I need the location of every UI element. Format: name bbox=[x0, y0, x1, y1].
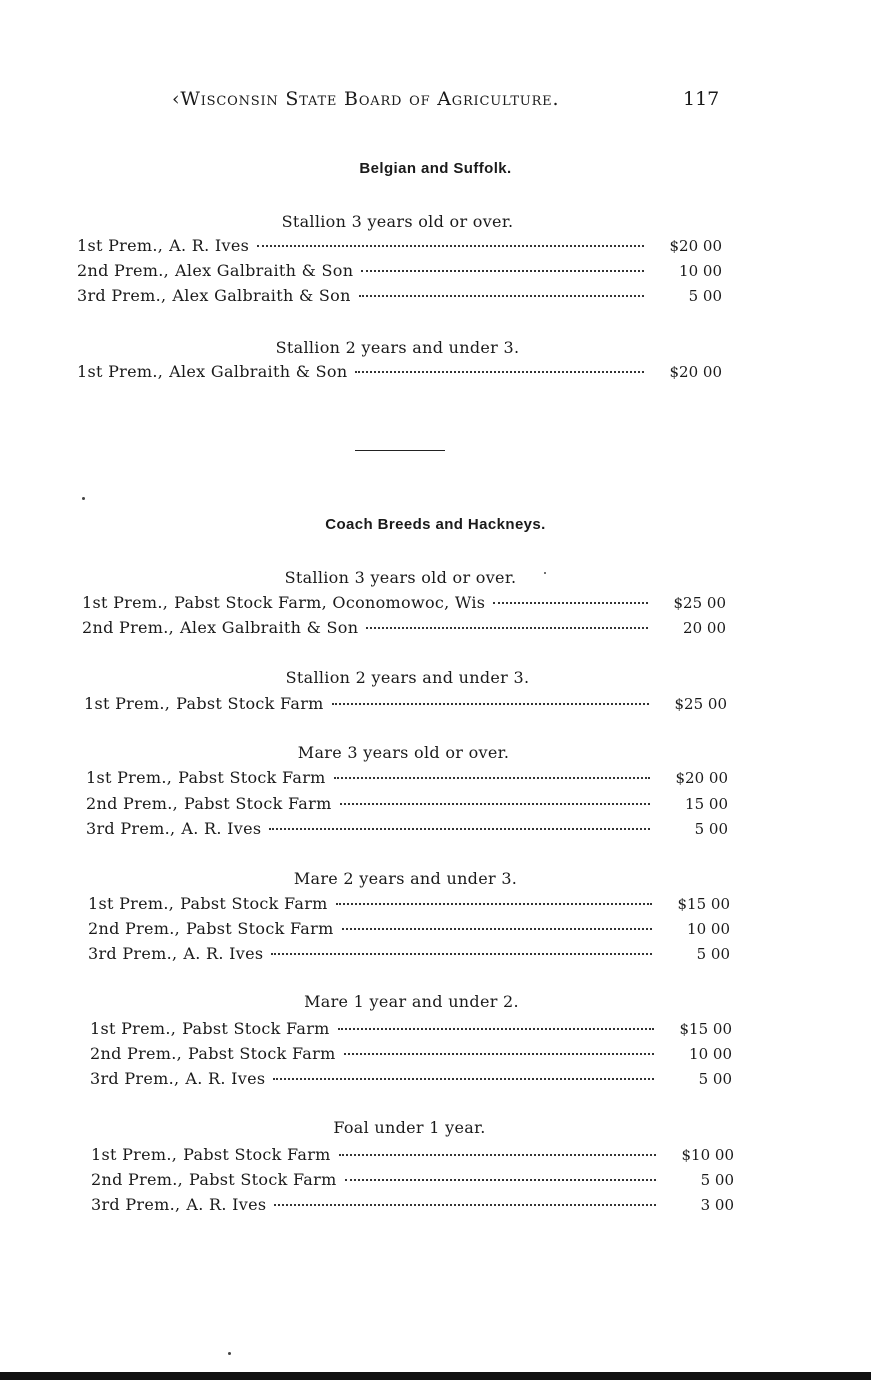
entry-amount: $15 00 bbox=[677, 895, 730, 913]
entry-amount: 5 00 bbox=[700, 1171, 734, 1189]
entry-place: 1st Prem., bbox=[90, 1019, 177, 1038]
premium-entry bbox=[88, 944, 730, 966]
entry-amount: 5 00 bbox=[688, 287, 722, 305]
dot-leader bbox=[336, 903, 652, 905]
section-divider bbox=[355, 450, 445, 451]
entry-name: A. R. Ives bbox=[183, 944, 264, 963]
dot-leader bbox=[340, 803, 650, 805]
dot-leader bbox=[332, 703, 649, 705]
dot-leader bbox=[344, 1053, 654, 1055]
premium-entry bbox=[77, 286, 722, 308]
entry-name: Pabst Stock Farm bbox=[180, 894, 328, 913]
premium-entry bbox=[88, 894, 730, 916]
dot-leader bbox=[355, 371, 644, 373]
premium-entry bbox=[86, 819, 728, 841]
class-heading: Mare 2 years and under 3. bbox=[293, 869, 518, 888]
entry-place: 1st Prem., bbox=[77, 362, 164, 381]
entry-amount: $20 00 bbox=[675, 769, 728, 787]
dot-leader bbox=[273, 1078, 654, 1080]
entry-place: 1st Prem., bbox=[91, 1145, 178, 1164]
entry-amount: 10 00 bbox=[679, 262, 722, 280]
premium-entry bbox=[91, 1170, 734, 1192]
entry-name: Pabst Stock Farm bbox=[184, 794, 332, 813]
entry-place: 2nd Prem., bbox=[77, 261, 170, 280]
entry-name: A. R. Ives bbox=[169, 236, 250, 255]
entry-amount: $15 00 bbox=[679, 1020, 732, 1038]
page-number: 117 bbox=[683, 88, 720, 110]
entry-place: 2nd Prem., bbox=[82, 618, 175, 637]
entry-place: 2nd Prem., bbox=[88, 919, 181, 938]
dot-leader bbox=[271, 953, 652, 955]
entry-amount: 3 00 bbox=[700, 1196, 734, 1214]
dot-leader bbox=[345, 1179, 656, 1181]
dot-leader bbox=[334, 777, 650, 779]
entry-place: 3rd Prem., bbox=[90, 1069, 180, 1088]
entry-place: 3rd Prem., bbox=[77, 286, 167, 305]
entry-place: 3rd Prem., bbox=[86, 819, 176, 838]
premium-entry bbox=[90, 1019, 732, 1041]
class-heading: Foal under 1 year. bbox=[333, 1118, 486, 1137]
entry-place: 2nd Prem., bbox=[91, 1170, 184, 1189]
premium-entry bbox=[86, 794, 728, 816]
entry-place: 3rd Prem., bbox=[91, 1195, 181, 1214]
entry-amount: 5 00 bbox=[696, 945, 730, 963]
class-heading: Mare 1 year and under 2. bbox=[304, 992, 519, 1011]
dot-leader bbox=[269, 828, 650, 830]
entry-name: Alex Galbraith & Son bbox=[180, 618, 359, 637]
entry-amount: 10 00 bbox=[687, 920, 730, 938]
running-title: ‹Wisconsin State Board of Agriculture. bbox=[172, 88, 560, 110]
premium-entry bbox=[77, 261, 722, 283]
entry-amount: 20 00 bbox=[683, 619, 726, 637]
premium-entry bbox=[84, 694, 727, 716]
entry-amount: $25 00 bbox=[673, 594, 726, 612]
entry-place: 1st Prem., bbox=[88, 894, 175, 913]
dot-leader bbox=[342, 928, 652, 930]
class-heading: Stallion 2 years and under 3. bbox=[275, 338, 520, 357]
premium-entry bbox=[91, 1145, 734, 1167]
dot-leader bbox=[338, 1028, 654, 1030]
entry-name: Pabst Stock Farm bbox=[176, 694, 324, 713]
dot-leader bbox=[274, 1204, 656, 1206]
entry-name: Alex Galbraith & Son bbox=[169, 362, 348, 381]
entry-place: 1st Prem., bbox=[86, 768, 173, 787]
entry-place: 1st Prem., bbox=[84, 694, 171, 713]
entry-amount: 15 00 bbox=[685, 795, 728, 813]
premium-entry bbox=[91, 1195, 734, 1217]
scan-bottom-edge bbox=[0, 1372, 871, 1380]
premium-entry bbox=[77, 236, 722, 258]
class-heading: Stallion 3 years old or over. bbox=[284, 568, 517, 587]
entry-place: 1st Prem., bbox=[77, 236, 164, 255]
premium-entry bbox=[82, 618, 726, 640]
dot-leader bbox=[366, 627, 648, 629]
entry-name: Pabst Stock Farm, Oconomowoc, Wis bbox=[174, 593, 486, 612]
premium-entry bbox=[77, 362, 722, 384]
entry-name: A. R. Ives bbox=[181, 819, 262, 838]
entry-name: Pabst Stock Farm bbox=[189, 1170, 337, 1189]
entry-place: 3rd Prem., bbox=[88, 944, 178, 963]
entry-place: 2nd Prem., bbox=[90, 1044, 183, 1063]
section-heading: Coach Breeds and Hackneys. bbox=[325, 516, 546, 533]
scan-speck bbox=[228, 1352, 231, 1355]
dot-leader bbox=[493, 602, 648, 604]
entry-amount: 5 00 bbox=[698, 1070, 732, 1088]
premium-entry bbox=[86, 768, 728, 790]
running-head bbox=[0, 88, 871, 116]
entry-amount: $10 00 bbox=[681, 1146, 734, 1164]
entry-amount: $20 00 bbox=[669, 363, 722, 381]
entry-name: Alex Galbraith & Son bbox=[172, 286, 351, 305]
entry-name: Pabst Stock Farm bbox=[183, 1145, 331, 1164]
section-heading: Belgian and Suffolk. bbox=[359, 160, 512, 177]
class-heading: Stallion 3 years old or over. bbox=[281, 212, 514, 231]
entry-amount: 10 00 bbox=[689, 1045, 732, 1063]
entry-place: 2nd Prem., bbox=[86, 794, 179, 813]
dot-leader bbox=[359, 295, 644, 297]
scan-speck bbox=[544, 572, 546, 574]
dot-leader bbox=[339, 1154, 656, 1156]
entry-name: A. R. Ives bbox=[186, 1195, 267, 1214]
premium-entry bbox=[90, 1069, 732, 1091]
premium-entry bbox=[88, 919, 730, 941]
entry-amount: $20 00 bbox=[669, 237, 722, 255]
scan-speck bbox=[82, 497, 85, 500]
dot-leader bbox=[257, 245, 644, 247]
entry-place: 1st Prem., bbox=[82, 593, 169, 612]
entry-name: Pabst Stock Farm bbox=[178, 768, 326, 787]
premium-entry bbox=[90, 1044, 732, 1066]
entry-name: Pabst Stock Farm bbox=[182, 1019, 330, 1038]
entry-name: Alex Galbraith & Son bbox=[175, 261, 354, 280]
entry-amount: 5 00 bbox=[694, 820, 728, 838]
premium-entry bbox=[82, 593, 726, 615]
entry-name: Pabst Stock Farm bbox=[186, 919, 334, 938]
entry-name: A. R. Ives bbox=[185, 1069, 266, 1088]
class-heading: Mare 3 years old or over. bbox=[297, 743, 510, 762]
entry-name: Pabst Stock Farm bbox=[188, 1044, 336, 1063]
class-heading: Stallion 2 years and under 3. bbox=[285, 668, 530, 687]
entry-amount: $25 00 bbox=[674, 695, 727, 713]
dot-leader bbox=[361, 270, 644, 272]
